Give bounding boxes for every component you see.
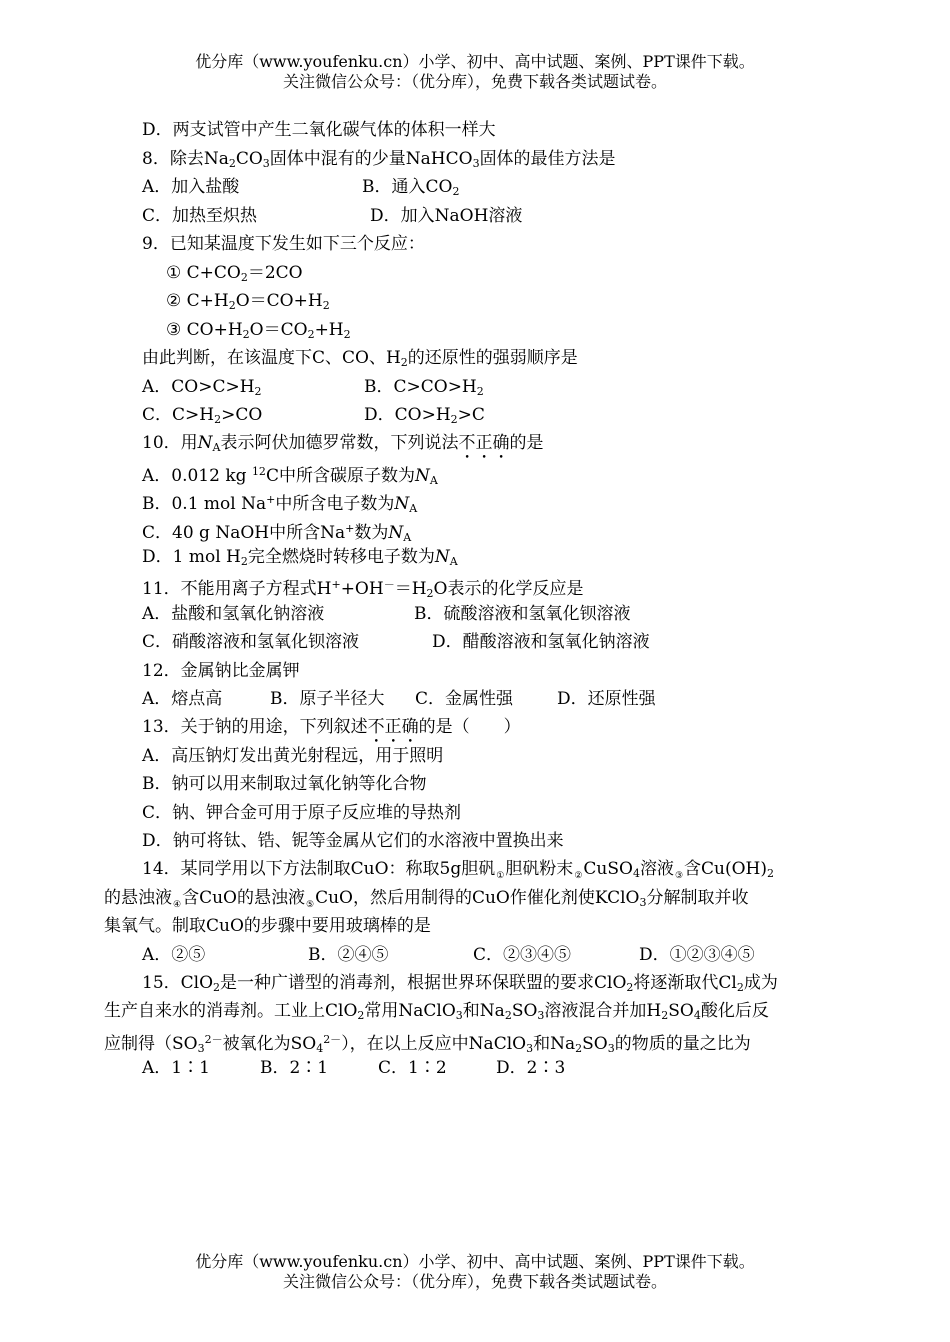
q8-options-ab xyxy=(142,175,459,204)
q12-stem: 12．金属钠比金属钾 xyxy=(142,661,300,681)
q10-option-b: B．0.1 mol Na+中所含电子数为$N_A$ xyxy=(142,493,418,515)
q14-option-c: C．②③④⑤ xyxy=(473,945,572,965)
q11-stem: 11．不能用离子方程式$H^++OH^-=H_2O$表示的化学反应是 xyxy=(142,578,584,600)
footer-line-1: 优分库（www.youfenku.cn）小学、初中、高中试题、案例、PPT课件下载。 xyxy=(195,1252,755,1271)
q14-option-b: B．②④⑤ xyxy=(308,945,389,965)
q15-option-b: B．2∶1 xyxy=(260,1058,329,1078)
q11-option-b: B．硫酸溶液和氢氧化钡溶液 xyxy=(414,604,631,624)
q7-option-d: D．两支试管中产生二氧化碳气体的体积一样大 xyxy=(142,120,496,140)
q15-option-d: D．2∶3 xyxy=(496,1058,566,1078)
q13-option-b: B．钠可以用来制取过氧化钠等化合物 xyxy=(142,774,427,794)
q11-options-cd xyxy=(142,630,650,654)
q9-options-cd xyxy=(142,403,485,432)
q8-options-cd xyxy=(142,204,522,228)
q9-option-d: D．$CO>H_2>C$ xyxy=(364,405,485,426)
q9-reaction-1: ① $C+CO_2=2CO$ xyxy=(166,263,303,284)
q15-option-a: A．1∶1 xyxy=(142,1058,210,1078)
q12-option-d: D．还原性强 xyxy=(557,689,656,709)
q8-stem: 8．除去$Na_2CO_3$固体中混有的少量NaHCO$_3$固体的最佳方法是 xyxy=(142,149,616,170)
q12-option-b: B．原子半径大 xyxy=(270,689,385,709)
q15-line-3: 应制得（$SO_3^{2-}$被氧化为$SO_4^{2-}$），在以上反应中NaClO$_3$和$Na_2SO_3$的物质的量之比为 xyxy=(104,1033,751,1055)
q9-options-ab xyxy=(142,375,484,404)
q10-option-c: C．40 g NaOH中所含Na+数为$N_A$ xyxy=(142,522,412,544)
step-3-arrow: ③ xyxy=(674,871,684,881)
q13-option-a: A．高压钠灯发出黄光射程远，用于照明 xyxy=(142,746,444,766)
q15-line-1: 15．ClO$_2$是一种广谱型的消毒剂，根据世界环保联盟的要求ClO$_2$将逐渐取代$Cl_2$成为 xyxy=(142,973,778,994)
q9-reaction-3: ③ $CO+H_2O=CO_2+H_2$ xyxy=(166,320,351,341)
q13-stem: 13．关于钠的用途，下列叙述不正确的是（ ） xyxy=(142,717,521,737)
q9-question: 由此判断，在该温度下C、CO、$H_2$的还原性的强弱顺序是 xyxy=(142,348,578,369)
step-1-arrow: ① xyxy=(496,871,505,881)
q14-options xyxy=(142,943,755,967)
q10-stem: 10．用$N_A$表示阿伏加德罗常数，下列说法不正确的是 xyxy=(142,433,544,454)
header-line-2: 关注微信公众号：（优分库），免费下载各类试题试卷。 xyxy=(282,72,667,91)
q13-option-c: C．钠、钾合金可用于原子反应堆的导热剂 xyxy=(142,803,462,823)
q14-line-1: 14．某同学用以下方法制取CuO：称取5g胆矾①胆矾粉末②CuSO$_4$溶液③含$Cu(OH)_2$ xyxy=(142,857,774,888)
q12-option-a: A．熔点高 xyxy=(142,689,223,709)
q10-option-a: A．0.012 kg $^{12}$C中所含碳原子数为$N_A$ xyxy=(142,465,438,487)
step-4-arrow: ④ xyxy=(173,900,182,910)
q12-option-c: C．金属性强 xyxy=(415,689,514,709)
q11-option-d: D．醋酸溶液和氢氧化钠溶液 xyxy=(432,632,650,652)
q9-stem: 9．已知某温度下发生如下三个反应： xyxy=(142,234,425,254)
q8-option-d: D．加入NaOH溶液 xyxy=(370,206,523,226)
header-line-1: 优分库（www.youfenku.cn）小学、初中、高中试题、案例、PPT课件下载。 xyxy=(195,52,755,71)
q13-option-d: D．钠可将钛、锆、铌等金属从它们的水溶液中置换出来 xyxy=(142,831,564,851)
emphasis-not-correct: 不正确 xyxy=(367,717,419,737)
page-footer xyxy=(0,1252,950,1292)
q14-line-2: 的悬浊液④含CuO的悬浊液⑤CuO，然后用制得的CuO作催化剂使KClO$_3$分解制取并收 xyxy=(104,886,748,917)
q10-option-d: D．1 mol $H_2$完全燃烧时转移电子数为$N_A$ xyxy=(142,547,458,568)
page-header xyxy=(0,52,950,92)
q8-option-c: C．加热至炽热 xyxy=(142,206,258,226)
step-2-arrow: ② xyxy=(574,871,583,881)
q9-reaction-2: ② $C+H_2O=CO+H_2$ xyxy=(166,291,330,312)
q11-option-a: A．盐酸和氢氧化钠溶液 xyxy=(142,604,325,624)
q8-option-b: B．通入$CO_2$ xyxy=(362,177,460,198)
step-5-arrow: ⑤ xyxy=(305,900,315,910)
q14-line-3: 集氧气。制取CuO的步骤中要用玻璃棒的是 xyxy=(104,916,431,936)
q11-option-c: C．硝酸溶液和氢氧化钡溶液 xyxy=(142,632,360,652)
q11-options-ab xyxy=(142,602,631,626)
q9-option-c: C．$C>H_2>CO$ xyxy=(142,405,263,426)
q9-option-a: A．$CO>C>H_2$ xyxy=(142,377,262,398)
q15-line-2: 生产自来水的消毒剂。工业上ClO$_2$常用NaClO$_3$和$Na_2SO_3$溶液混合并加$H_2SO_4$酸化后反 xyxy=(104,1001,769,1022)
q14-option-a: A．②⑤ xyxy=(142,945,206,965)
footer-line-2: 关注微信公众号：（优分库），免费下载各类试题试卷。 xyxy=(282,1272,667,1291)
q8-option-a: A．加入盐酸 xyxy=(142,177,240,197)
q15-option-c: C．1∶2 xyxy=(378,1058,447,1078)
q15-options xyxy=(142,1056,565,1080)
q9-option-b: B．$C>CO>H_2$ xyxy=(364,377,484,398)
q12-options xyxy=(142,687,656,711)
emphasis-not-correct: 不正确 xyxy=(458,433,510,453)
q14-option-d: D．①②③④⑤ xyxy=(639,945,755,965)
